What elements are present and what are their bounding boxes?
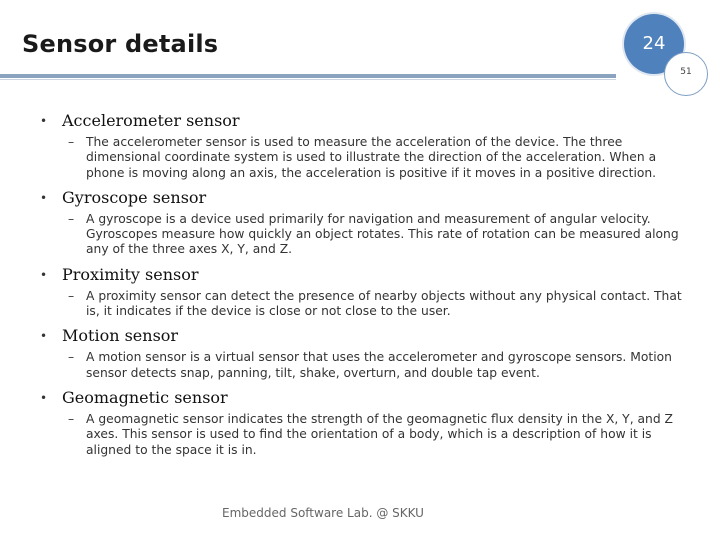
title-underline — [0, 74, 616, 78]
section-heading — [40, 264, 680, 286]
bullet-list — [40, 110, 680, 464]
section-heading — [40, 325, 680, 347]
total-pages: 51 — [680, 67, 692, 77]
section-description — [68, 289, 690, 320]
dash-icon: – — [68, 288, 75, 303]
section-proximity — [40, 264, 680, 320]
section-description — [68, 350, 690, 381]
slide-footer: Embedded Software Lab. @ SKKU — [222, 506, 424, 520]
section-gyroscope — [40, 187, 680, 258]
section-description-text: A gyroscope is a device used primarily for navigation and measurement of angular velocity. Gyroscopes measure how quickly an object rotates. This rate of rotation can be measured along any of the three axes X, Y, and Z. — [86, 211, 679, 257]
total-pages-badge — [664, 52, 708, 96]
slide-title: Sensor details — [22, 30, 219, 58]
section-heading — [40, 187, 680, 209]
section-heading-text: Accelerometer sensor — [62, 111, 240, 130]
bullet-icon: • — [40, 390, 48, 405]
section-description-text: A geomagnetic sensor indicates the strength of the geomagnetic flux density in the X, Y, and Z axes. This sensor is used to find the orientation of a body, which is a description of how it is aligned to the space it is in. — [86, 411, 673, 457]
dash-icon: – — [68, 211, 75, 226]
section-description-text: The accelerometer sensor is used to measure the acceleration of the device. The three dimensional coordinate system is used to illustrate the direction of the acceleration. When a phone is moving along an axis, the acceleration is positive if it moves in a positive direction. — [86, 135, 657, 180]
bullet-icon: • — [40, 190, 48, 205]
bullet-icon: • — [40, 114, 48, 128]
title-underline-thin — [0, 79, 616, 80]
section-heading — [40, 110, 680, 132]
page-number: 24 — [642, 33, 666, 54]
section-accelerometer — [40, 110, 680, 181]
section-description-text: A motion sensor is a virtual sensor that uses the accelerometer and gyroscope sensors. Motion sensor detects snap, panning, tilt, shake, overturn, and double tap event. — [86, 350, 672, 380]
section-heading-text: Proximity sensor — [62, 264, 199, 284]
section-geomagnetic — [40, 387, 680, 458]
section-heading — [40, 387, 680, 409]
section-description — [68, 212, 690, 258]
section-heading-text: Gyroscope sensor — [62, 187, 207, 207]
section-description — [68, 412, 690, 458]
dash-icon: – — [68, 411, 75, 426]
section-motion — [40, 325, 680, 381]
bullet-icon: • — [40, 329, 48, 344]
section-description — [68, 135, 690, 181]
bullet-icon: • — [40, 267, 48, 282]
dash-icon: – — [68, 350, 75, 365]
section-heading-text: Geomagnetic sensor — [62, 387, 228, 407]
section-description-text: A proximity sensor can detect the presence of nearby objects without any physical contact. That is, it indicates if the device is close or not close to the user. — [86, 288, 682, 319]
dash-icon: – — [68, 135, 75, 149]
section-heading-text: Motion sensor — [62, 326, 179, 346]
